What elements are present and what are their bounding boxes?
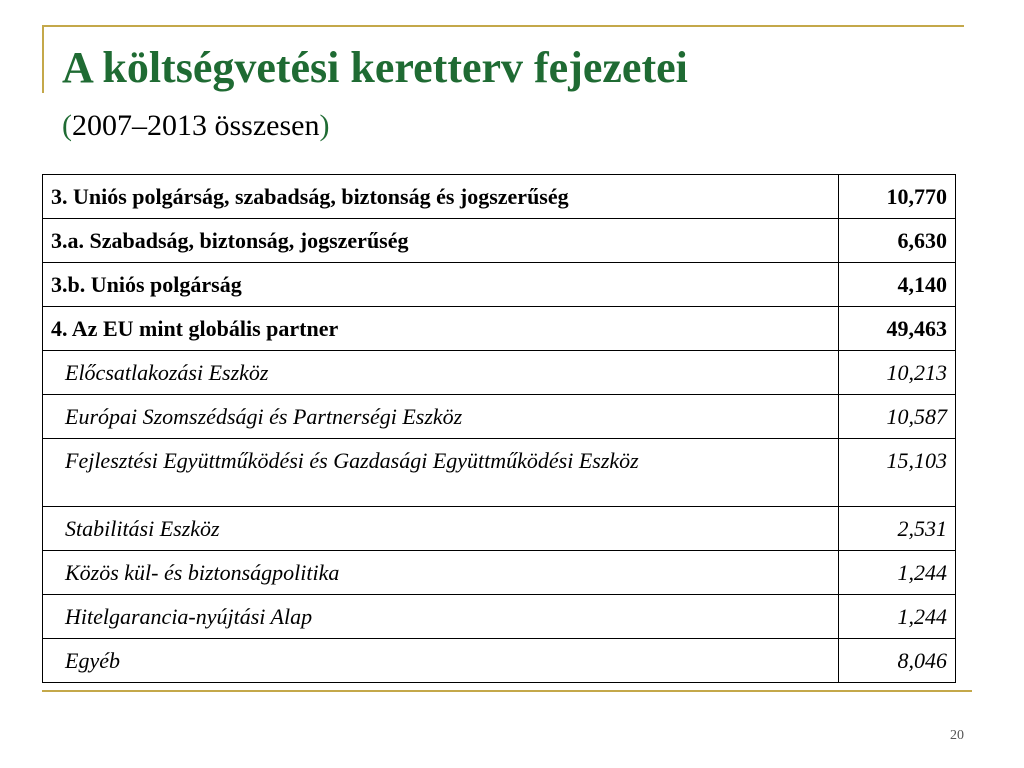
row-label: Európai Szomszédsági és Partnerségi Eszköz [43,395,839,439]
table-row [43,439,956,507]
row-label: 3. Uniós polgárság, szabadság, biztonság és jogszerűség [43,175,839,219]
row-value: 49,463 [839,307,956,351]
subtitle-close-paren: ) [319,109,330,142]
table-row [43,395,956,439]
bottom-frame-line [42,690,972,692]
row-value: 10,213 [839,351,956,395]
row-label: Hitelgarancia-nyújtási Alap [43,595,839,639]
row-label: 3.b. Uniós polgárság [43,263,839,307]
row-value: 2,531 [839,507,956,551]
slide-title: A költségvetési keretterv fejezetei [62,43,688,92]
table-row [43,551,956,595]
budget-table [42,174,956,683]
left-frame-line [42,25,44,93]
subtitle-open-paren: ( [62,109,72,142]
row-value: 8,046 [839,639,956,683]
table-row [43,307,956,351]
row-label: Előcsatlakozási Eszköz [43,351,839,395]
row-value: 1,244 [839,551,956,595]
table-row [43,639,956,683]
row-label: Fejlesztési Együttműködési és Gazdasági Együttműködési Eszköz [43,439,839,507]
row-value: 10,770 [839,175,956,219]
table-row [43,595,956,639]
row-label: 4. Az EU mint globális partner [43,307,839,351]
table-row [43,175,956,219]
row-value: 10,587 [839,395,956,439]
slide-subtitle [62,108,329,144]
table-row [43,351,956,395]
table-row [43,507,956,551]
subtitle-text: 2007–2013 összesen [72,109,320,142]
page-number: 20 [950,728,964,743]
row-label: Egyéb [43,639,839,683]
row-label: Stabilitási Eszköz [43,507,839,551]
row-value: 15,103 [839,439,956,507]
table-row [43,263,956,307]
row-value: 4,140 [839,263,956,307]
row-label: Közös kül- és biztonságpolitika [43,551,839,595]
table-row [43,219,956,263]
row-value: 1,244 [839,595,956,639]
top-frame-line [42,25,964,27]
row-label: 3.a. Szabadság, biztonság, jogszerűség [43,219,839,263]
row-value: 6,630 [839,219,956,263]
